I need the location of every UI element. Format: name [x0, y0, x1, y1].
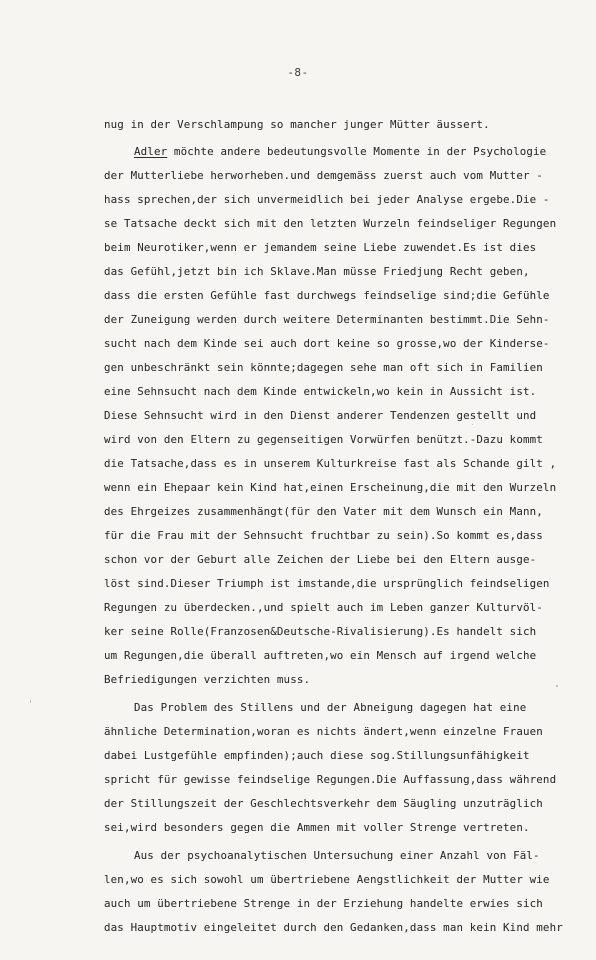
text-line: beim Neurotiker,wenn er jemandem seine Liebe zuwendet.Es ist dies — [104, 241, 537, 254]
text-line: Das Problem des Stillens und der Abneigung dagegen hat eine — [134, 701, 527, 714]
text-line: sei,wird besonders gegen die Ammen mit voller Strenge vertreten. — [104, 821, 530, 834]
text-line: wird von den Eltern zu gegenseitigen Vorwürfen benützt.-Dazu kommt — [104, 433, 543, 446]
text-line: len,wo es sich sowohl um übertriebene Aengstlichkeit der Mutter wie — [104, 873, 550, 886]
text-line: Regungen zu überdecken.,und spielt auch im Leben ganzer Kulturvöl- — [104, 601, 543, 614]
paper-speck — [556, 685, 558, 687]
text-line: das Hauptmotiv eingeleitet durch den Gedanken,dass man kein Kind mehr — [104, 921, 563, 934]
text-line: dass die ersten Gefühle fast durchwegs feindselige sind;die Gefühle — [104, 289, 550, 302]
text-line: ähnliche Determination,woran es nichts ändert,wenn einzelne Frauen — [104, 725, 543, 738]
text-line: löst sind.Dieser Triumph ist imstande,die ursprünglich feindseligen — [104, 577, 550, 590]
paper-speck — [30, 700, 31, 703]
text-line — [134, 145, 546, 159]
text-line: auch um übertriebene Strenge in der Erziehung handelte erwies sich — [104, 897, 543, 910]
text-line: schon vor der Geburt alle Zeichen der Liebe bei den Eltern ausge- — [104, 553, 537, 566]
text-line: wenn ein Ehepaar kein Kind hat,einen Erscheinung,die mit den Wurzeln — [104, 481, 557, 494]
text-line-rest: möchte andere bedeutungsvolle Momente in der Psychologie — [167, 145, 547, 158]
text-line: nug in der Verschlampung so mancher junger Mütter äussert. — [104, 118, 490, 131]
text-line: für die Frau mit der Sehnsucht fruchtbar zu sein).So kommt es,dass — [104, 529, 543, 542]
text-line: sucht nach dem Kinde sei auch dort keine so grosse,wo der Kinderse- — [104, 337, 550, 350]
text-line: spricht für gewisse feindselige Regungen.Die Auffassung,dass während — [104, 773, 557, 786]
text-line: der Zuneigung werden durch weitere Determinanten bestimmt.Die Sehn- — [104, 313, 550, 326]
page-number: -8- — [287, 66, 309, 79]
text-line: um Regungen,die überall auftreten,wo ein Mensch auf irgend welche — [104, 649, 537, 662]
paper-speck — [472, 424, 473, 425]
text-line: eine Sehnsucht nach dem Kinde entwickeln,wo kein in Aussicht ist. — [104, 385, 537, 398]
text-line: ker seine Rolle(Franzosen&Deutsche-Rivalisierung).Es handelt sich — [104, 625, 537, 638]
text-line: Aus der psychoanalytischen Untersuchung einer Anzahl von Fäl- — [134, 849, 540, 862]
author-name: Adler — [134, 145, 168, 158]
text-line: der Stillungszeit der Geschlechtsverkehr dem Säugling unzuträglich — [104, 797, 543, 810]
text-line: dabei Lustgefühle empfinden);auch diese sog.Stillungsunfähigkeit — [104, 749, 530, 762]
text-line: gen unbeschränkt sein könnte;dagegen sehe man oft sich in Familien — [104, 361, 543, 374]
text-line: Diese Sehnsucht wird in den Dienst anderer Tendenzen gestellt und — [104, 409, 537, 422]
text-line: hass sprechen,der sich unvermeidlich bei jeder Analyse ergebe.Die - — [104, 193, 550, 206]
text-line: des Ehrgeizes zusammenhängt(für den Vater mit dem Wunsch ein Mann, — [104, 505, 543, 518]
text-line: das Gefühl,jetzt bin ich Sklave.Man müsse Friedjung Recht geben, — [104, 265, 530, 278]
text-line: Befriedigungen verzichten muss. — [104, 673, 311, 686]
text-line: die Tatsache,dass es in unserem Kulturkreise fast als Schande gilt , — [104, 457, 557, 470]
text-line: se Tatsache deckt sich mit den letzten Wurzeln feindseliger Regungen — [104, 217, 557, 230]
text-line: der Mutterliebe herworheben.und demgemäss zuerst auch vom Mutter - — [104, 169, 543, 182]
